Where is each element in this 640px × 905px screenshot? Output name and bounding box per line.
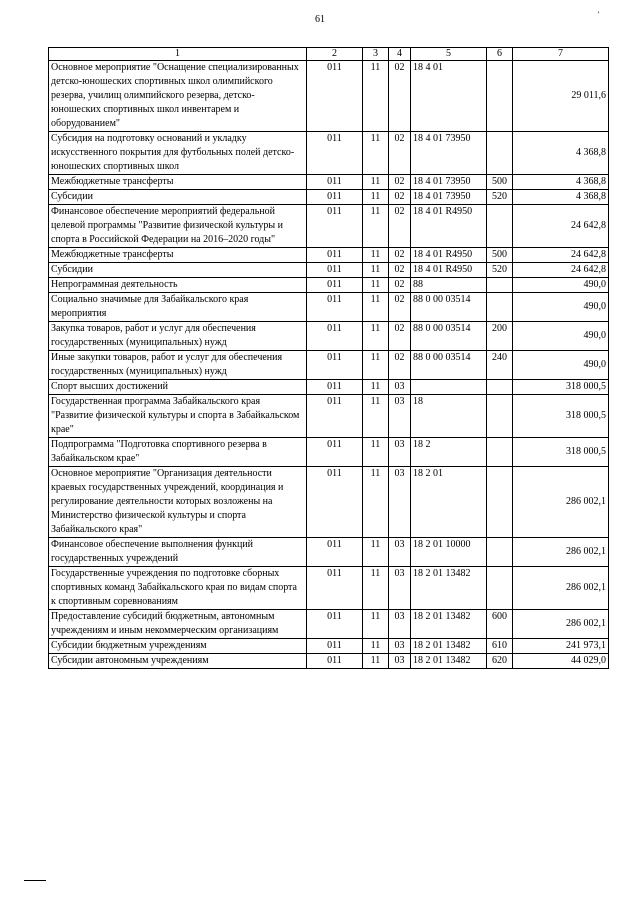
- row-subsection-code: 02: [389, 205, 411, 248]
- row-target-article: 18 2 01 10000: [411, 538, 487, 567]
- row-amount: 44 029,0: [513, 654, 609, 669]
- row-ministry-code: 011: [307, 567, 363, 610]
- column-header-1: 1: [49, 48, 307, 61]
- row-amount: 286 002,1: [513, 610, 609, 639]
- row-section-code: 11: [363, 351, 389, 380]
- row-description: Финансовое обеспечение выполнения функций государственных учреждений: [49, 538, 307, 567]
- footer-divider: [24, 880, 46, 881]
- table-row: [49, 395, 609, 438]
- row-ministry-code: 011: [307, 190, 363, 205]
- row-ministry-code: 011: [307, 538, 363, 567]
- row-expense-type: [487, 61, 513, 132]
- row-description: Иные закупки товаров, работ и услуг для обеспечения государственных (муниципальных) нужд: [49, 351, 307, 380]
- row-subsection-code: 02: [389, 175, 411, 190]
- row-subsection-code: 03: [389, 538, 411, 567]
- row-expense-type: 240: [487, 351, 513, 380]
- row-target-article: 18 4 01 73950: [411, 132, 487, 175]
- row-description: Основное мероприятие "Организация деятельности краевых государственных учреждений, координация и регулирование деятельности которых возложены на Министерство физической культуры и спорта Забайкальского края": [49, 467, 307, 538]
- row-ministry-code: 011: [307, 175, 363, 190]
- row-subsection-code: 03: [389, 467, 411, 538]
- row-section-code: 11: [363, 132, 389, 175]
- row-amount: 241 973,1: [513, 639, 609, 654]
- table-row: [49, 438, 609, 467]
- row-section-code: 11: [363, 248, 389, 263]
- row-expense-type: [487, 467, 513, 538]
- column-header-4: 4: [389, 48, 411, 61]
- row-ministry-code: 011: [307, 278, 363, 293]
- row-subsection-code: 02: [389, 132, 411, 175]
- row-expense-type: [487, 567, 513, 610]
- row-expense-type: 520: [487, 263, 513, 278]
- row-expense-type: [487, 380, 513, 395]
- row-description: Государственная программа Забайкальского края "Развитие физической культуры и спорта в Забайкальском крае": [49, 395, 307, 438]
- row-description: Закупка товаров, работ и услуг для обеспечения государственных (муниципальных) нужд: [49, 322, 307, 351]
- page-number: 61: [315, 14, 325, 25]
- row-amount: 286 002,1: [513, 467, 609, 538]
- row-amount: 4 368,8: [513, 175, 609, 190]
- table-row: [49, 132, 609, 175]
- row-expense-type: 500: [487, 248, 513, 263]
- row-target-article: 18 4 01 73950: [411, 190, 487, 205]
- row-amount: 318 000,5: [513, 438, 609, 467]
- row-ministry-code: 011: [307, 293, 363, 322]
- row-section-code: 11: [363, 61, 389, 132]
- row-subsection-code: 03: [389, 567, 411, 610]
- row-target-article: 88 0 00 03514: [411, 293, 487, 322]
- column-header-7: 7: [513, 48, 609, 61]
- row-expense-type: 520: [487, 190, 513, 205]
- row-target-article: 18 4 01 R4950: [411, 248, 487, 263]
- row-ministry-code: 011: [307, 322, 363, 351]
- row-ministry-code: 011: [307, 132, 363, 175]
- row-expense-type: 620: [487, 654, 513, 669]
- column-header-6: 6: [487, 48, 513, 61]
- row-target-article: 18 2 01 13482: [411, 610, 487, 639]
- row-expense-type: [487, 293, 513, 322]
- row-expense-type: 600: [487, 610, 513, 639]
- row-section-code: 11: [363, 205, 389, 248]
- row-target-article: 88 0 00 03514: [411, 322, 487, 351]
- table-row: [49, 380, 609, 395]
- row-description: Непрограммная деятельность: [49, 278, 307, 293]
- row-subsection-code: 03: [389, 610, 411, 639]
- row-description: Субсидии бюджетным учреждениям: [49, 639, 307, 654]
- row-description: Предоставление субсидий бюджетным, автономным учреждениям и иным некоммерческим организациям: [49, 610, 307, 639]
- table-row: [49, 639, 609, 654]
- row-description: Социально значимые для Забайкальского края мероприятия: [49, 293, 307, 322]
- row-section-code: 11: [363, 293, 389, 322]
- row-target-article: 18 4 01 R4950: [411, 263, 487, 278]
- row-amount: 4 368,8: [513, 132, 609, 175]
- row-section-code: 11: [363, 639, 389, 654]
- row-ministry-code: 011: [307, 61, 363, 132]
- row-target-article: 88: [411, 278, 487, 293]
- row-amount: 286 002,1: [513, 538, 609, 567]
- row-amount: 29 011,6: [513, 61, 609, 132]
- row-section-code: 11: [363, 263, 389, 278]
- row-subsection-code: 02: [389, 322, 411, 351]
- row-expense-type: [487, 278, 513, 293]
- row-subsection-code: 02: [389, 278, 411, 293]
- table-row: [49, 610, 609, 639]
- row-amount: 490,0: [513, 322, 609, 351]
- row-expense-type: [487, 538, 513, 567]
- row-subsection-code: 03: [389, 380, 411, 395]
- row-section-code: 11: [363, 278, 389, 293]
- row-description: Субсидия на подготовку оснований и укладку искусственного покрытия для футбольных полей детско-юношеских спортивных школ: [49, 132, 307, 175]
- row-target-article: 18 2 01 13482: [411, 639, 487, 654]
- row-ministry-code: 011: [307, 351, 363, 380]
- row-ministry-code: 011: [307, 654, 363, 669]
- row-section-code: 11: [363, 654, 389, 669]
- table-row: [49, 263, 609, 278]
- row-ministry-code: 011: [307, 248, 363, 263]
- table-row: [49, 654, 609, 669]
- row-target-article: 18: [411, 395, 487, 438]
- row-amount: 318 000,5: [513, 395, 609, 438]
- row-description: Основное мероприятие "Оснащение специализированных детско-юношеских спортивных школ олимпийского резерва, училищ олимпийского резерва, детско-юношеских спортивных школ инвентарем и оборудованием": [49, 61, 307, 132]
- row-ministry-code: 011: [307, 263, 363, 278]
- row-amount: 286 002,1: [513, 567, 609, 610]
- row-expense-type: 200: [487, 322, 513, 351]
- table-row: [49, 175, 609, 190]
- row-description: Финансовое обеспечение мероприятий федеральной целевой программы "Развитие физической культуры и спорта в Российской Федерации на 2016–2020 годы": [49, 205, 307, 248]
- table-row: [49, 351, 609, 380]
- row-target-article: 88 0 00 03514: [411, 351, 487, 380]
- row-subsection-code: 03: [389, 438, 411, 467]
- row-expense-type: [487, 395, 513, 438]
- row-amount: 490,0: [513, 293, 609, 322]
- table-row: [49, 190, 609, 205]
- row-target-article: 18 4 01: [411, 61, 487, 132]
- row-description: Субсидии: [49, 190, 307, 205]
- column-header-2: 2: [307, 48, 363, 61]
- row-section-code: 11: [363, 610, 389, 639]
- row-target-article: 18 4 01 73950: [411, 175, 487, 190]
- row-subsection-code: 03: [389, 654, 411, 669]
- row-target-article: 18 2 01 13482: [411, 567, 487, 610]
- row-amount: 318 000,5: [513, 380, 609, 395]
- row-expense-type: 500: [487, 175, 513, 190]
- row-subsection-code: 02: [389, 263, 411, 278]
- row-ministry-code: 011: [307, 639, 363, 654]
- row-ministry-code: 011: [307, 395, 363, 438]
- row-expense-type: [487, 132, 513, 175]
- row-ministry-code: 011: [307, 438, 363, 467]
- row-section-code: 11: [363, 175, 389, 190]
- row-section-code: 11: [363, 567, 389, 610]
- row-ministry-code: 011: [307, 205, 363, 248]
- table-body: [49, 61, 609, 669]
- row-subsection-code: 03: [389, 395, 411, 438]
- table-row: [49, 293, 609, 322]
- row-description: Межбюджетные трансферты: [49, 175, 307, 190]
- row-ministry-code: 011: [307, 610, 363, 639]
- row-description: Спорт высших достижений: [49, 380, 307, 395]
- row-ministry-code: 011: [307, 380, 363, 395]
- table-row: [49, 322, 609, 351]
- row-target-article: 18 2: [411, 438, 487, 467]
- row-amount: 490,0: [513, 351, 609, 380]
- row-subsection-code: 02: [389, 190, 411, 205]
- row-subsection-code: 02: [389, 293, 411, 322]
- row-amount: 24 642,8: [513, 205, 609, 248]
- column-header-5: 5: [411, 48, 487, 61]
- row-expense-type: [487, 438, 513, 467]
- row-target-article: [411, 380, 487, 395]
- column-header-3: 3: [363, 48, 389, 61]
- row-amount: 490,0: [513, 278, 609, 293]
- table-row: [49, 205, 609, 248]
- budget-table: [48, 47, 609, 669]
- table-row: [49, 567, 609, 610]
- row-section-code: 11: [363, 467, 389, 538]
- row-amount: 4 368,8: [513, 190, 609, 205]
- row-target-article: 18 2 01: [411, 467, 487, 538]
- row-description: Подпрограмма "Подготовка спортивного резерва в Забайкальском крае": [49, 438, 307, 467]
- table-row: [49, 248, 609, 263]
- row-section-code: 11: [363, 438, 389, 467]
- row-expense-type: [487, 205, 513, 248]
- row-section-code: 11: [363, 395, 389, 438]
- row-amount: 24 642,8: [513, 248, 609, 263]
- table-row: [49, 467, 609, 538]
- row-description: Субсидии автономным учреждениям: [49, 654, 307, 669]
- row-section-code: 11: [363, 538, 389, 567]
- row-description: Субсидии: [49, 263, 307, 278]
- corner-mark: ': [598, 10, 600, 19]
- table-row: [49, 61, 609, 132]
- row-section-code: 11: [363, 190, 389, 205]
- row-expense-type: 610: [487, 639, 513, 654]
- row-amount: 24 642,8: [513, 263, 609, 278]
- row-target-article: 18 4 01 R4950: [411, 205, 487, 248]
- table-row: [49, 538, 609, 567]
- table-header-row: [49, 48, 609, 61]
- row-description: Государственные учреждения по подготовке сборных спортивных команд Забайкальского края по видам спорта к спортивным соревнованиям: [49, 567, 307, 610]
- row-ministry-code: 011: [307, 467, 363, 538]
- row-description: Межбюджетные трансферты: [49, 248, 307, 263]
- row-subsection-code: 02: [389, 351, 411, 380]
- row-subsection-code: 03: [389, 639, 411, 654]
- table-row: [49, 278, 609, 293]
- row-section-code: 11: [363, 380, 389, 395]
- row-subsection-code: 02: [389, 248, 411, 263]
- row-subsection-code: 02: [389, 61, 411, 132]
- row-section-code: 11: [363, 322, 389, 351]
- row-target-article: 18 2 01 13482: [411, 654, 487, 669]
